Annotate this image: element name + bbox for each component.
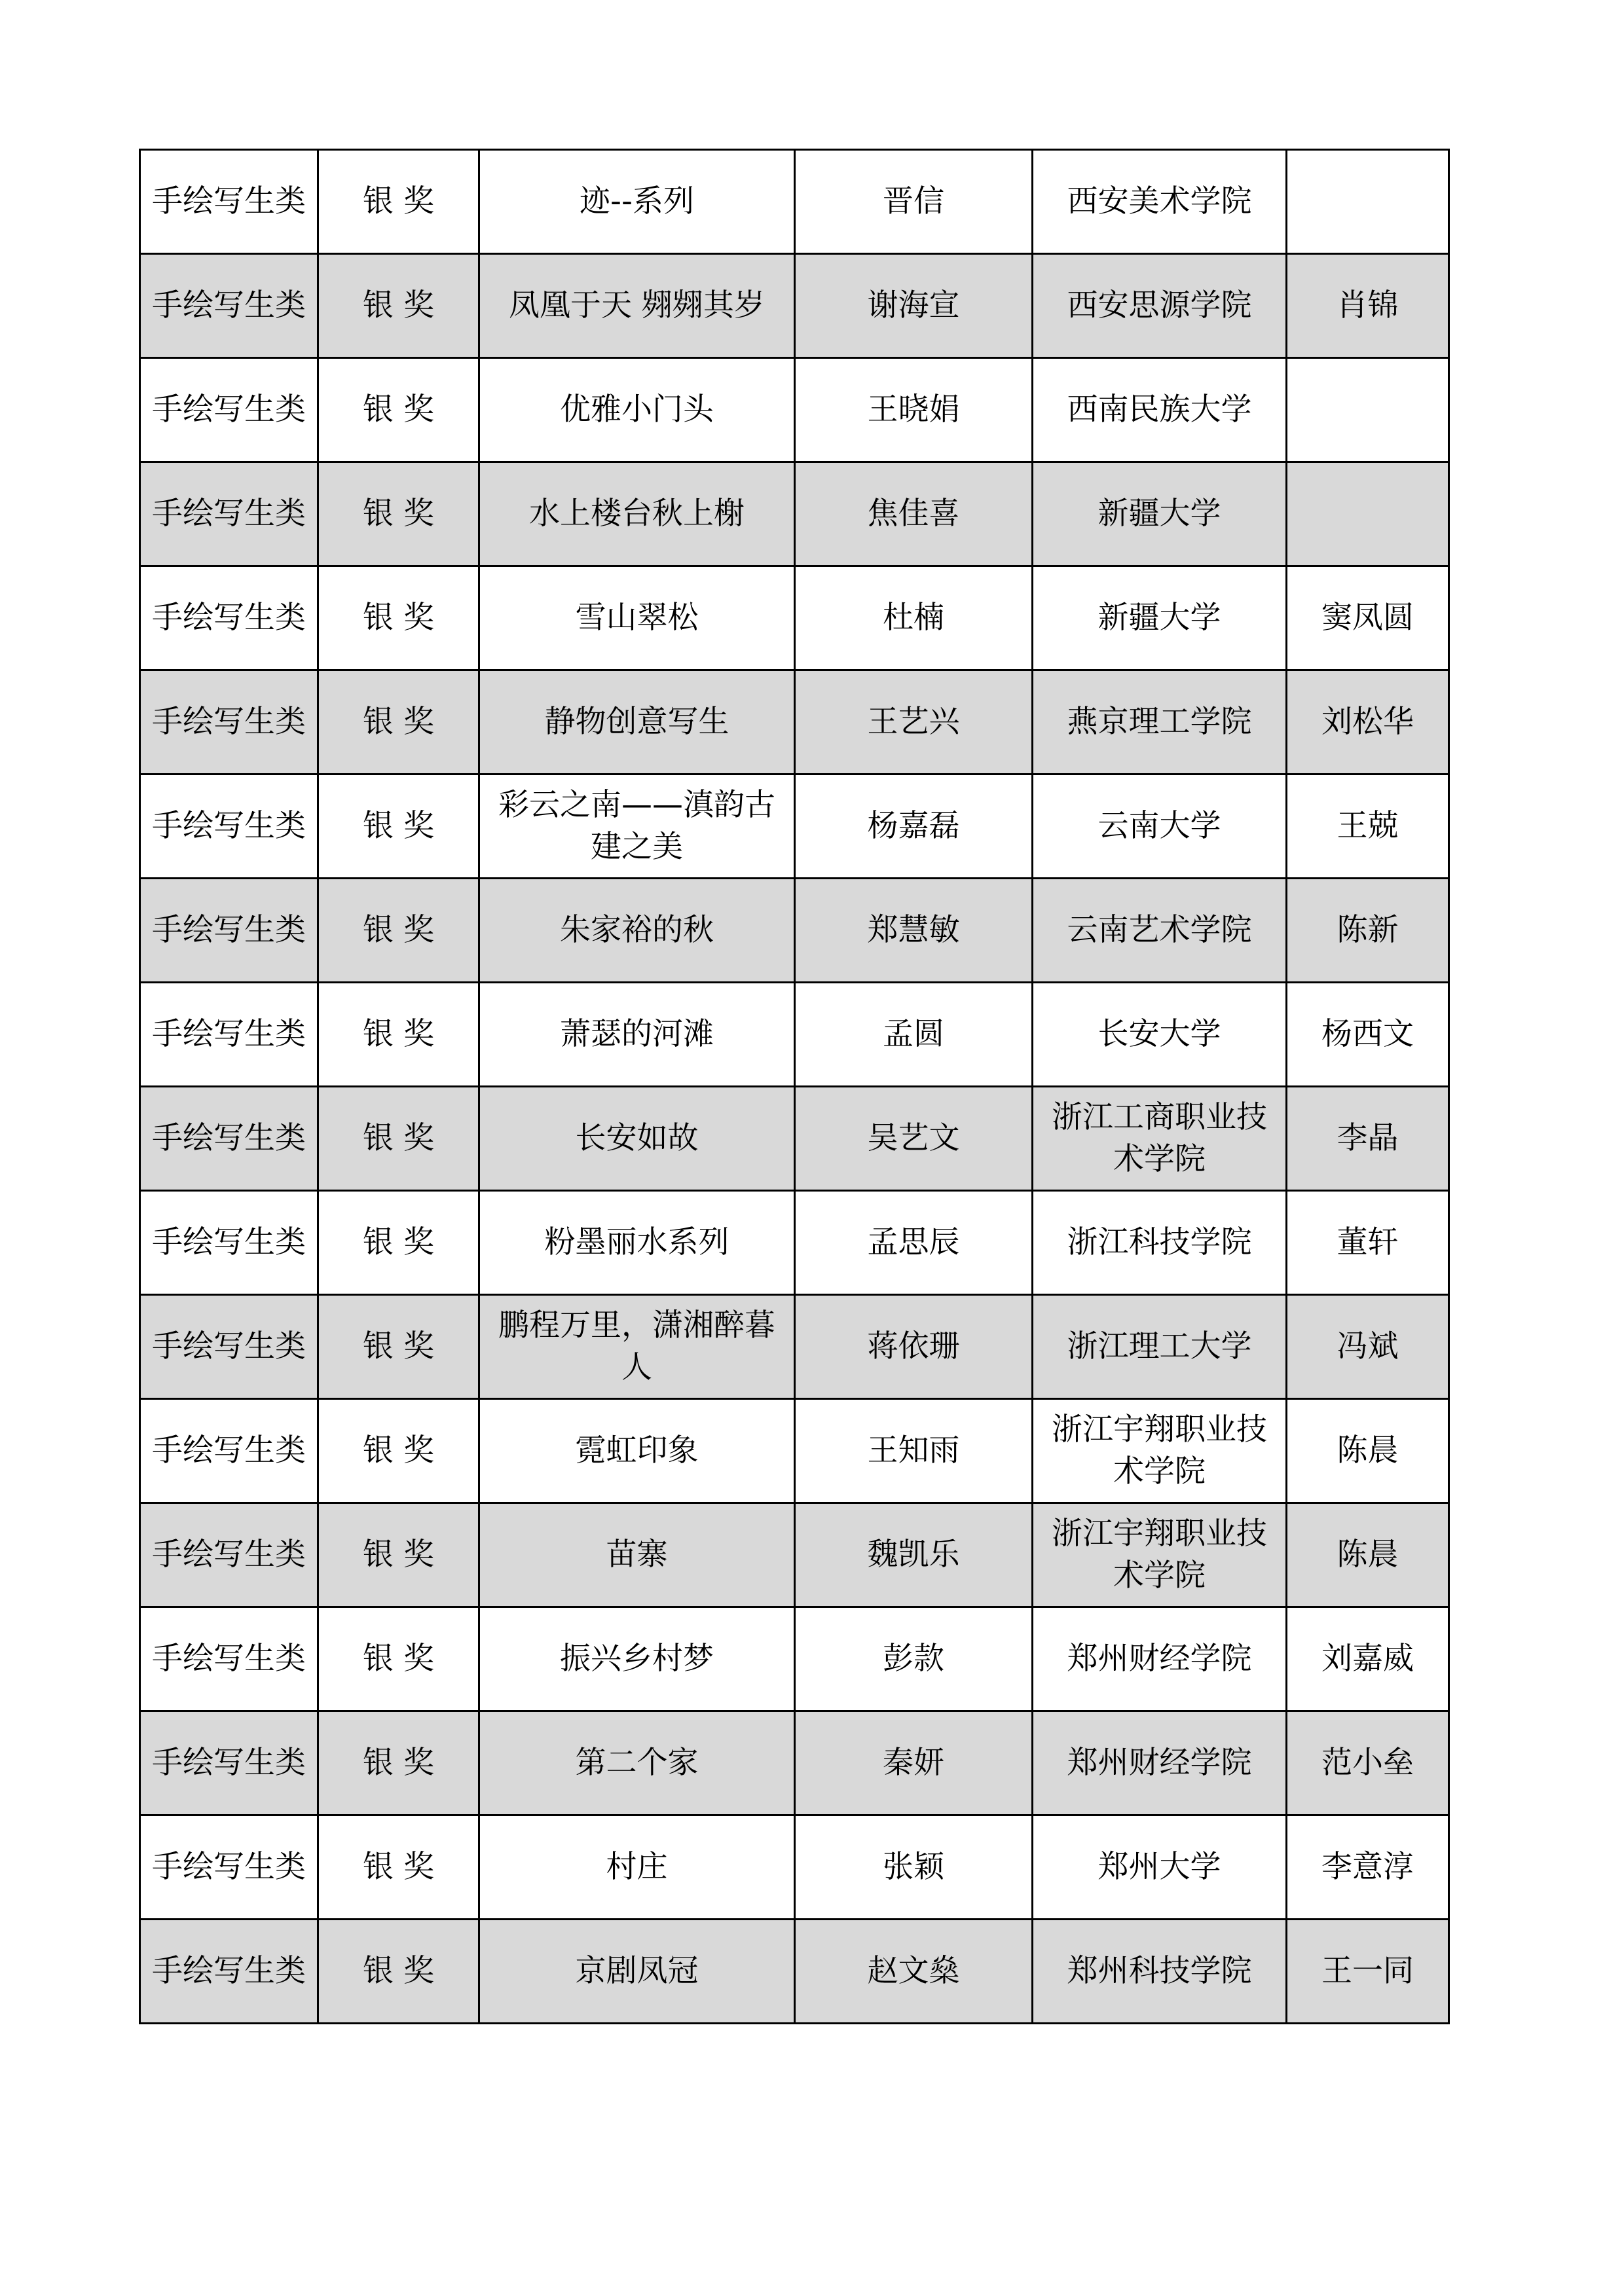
category-cell: 手绘写生类: [140, 566, 318, 670]
category-cell: 手绘写生类: [140, 983, 318, 1087]
school-cell: 浙江理工大学: [1033, 1295, 1287, 1399]
table-row: [140, 1503, 1449, 1607]
table-row: [140, 1087, 1449, 1191]
award-cell: 银 奖: [318, 1607, 479, 1711]
title-cell: 凤凰于天 翙翙其岁: [479, 254, 795, 358]
school-cell: 长安大学: [1033, 983, 1287, 1087]
award-cell: 银 奖: [318, 879, 479, 983]
school-cell: 浙江工商职业技术学院: [1033, 1087, 1287, 1191]
category-cell: 手绘写生类: [140, 254, 318, 358]
teacher-cell: 陈晨: [1287, 1503, 1449, 1607]
teacher-cell: 冯斌: [1287, 1295, 1449, 1399]
title-cell: 彩云之南——滇韵古建之美: [479, 774, 795, 879]
teacher-cell: 李晶: [1287, 1087, 1449, 1191]
award-cell: 银 奖: [318, 254, 479, 358]
teacher-cell: 李意淳: [1287, 1815, 1449, 1920]
award-cell: 银 奖: [318, 983, 479, 1087]
school-cell: 郑州财经学院: [1033, 1607, 1287, 1711]
teacher-cell: 董轩: [1287, 1191, 1449, 1295]
title-cell: 静物创意写生: [479, 670, 795, 774]
teacher-cell: [1287, 150, 1449, 254]
category-cell: 手绘写生类: [140, 462, 318, 566]
teacher-cell: 肖锦: [1287, 254, 1449, 358]
table-row: [140, 774, 1449, 879]
author-cell: 彭款: [795, 1607, 1033, 1711]
award-cell: 银 奖: [318, 670, 479, 774]
title-cell: 迹--系列: [479, 150, 795, 254]
table-row: [140, 358, 1449, 462]
school-cell: 西安美术学院: [1033, 150, 1287, 254]
table-row: [140, 670, 1449, 774]
table-row: [140, 1711, 1449, 1815]
award-cell: 银 奖: [318, 1087, 479, 1191]
category-cell: 手绘写生类: [140, 1607, 318, 1711]
author-cell: 秦妍: [795, 1711, 1033, 1815]
author-cell: 王艺兴: [795, 670, 1033, 774]
title-cell: 水上楼台秋上榭: [479, 462, 795, 566]
table-row: [140, 1295, 1449, 1399]
category-cell: 手绘写生类: [140, 1503, 318, 1607]
author-cell: 杜楠: [795, 566, 1033, 670]
category-cell: 手绘写生类: [140, 670, 318, 774]
teacher-cell: 范小垒: [1287, 1711, 1449, 1815]
table-row: [140, 1191, 1449, 1295]
title-cell: 村庄: [479, 1815, 795, 1920]
school-cell: 郑州科技学院: [1033, 1920, 1287, 2024]
title-cell: 雪山翠松: [479, 566, 795, 670]
title-cell: 粉墨丽水系列: [479, 1191, 795, 1295]
author-cell: 孟圆: [795, 983, 1033, 1087]
teacher-cell: 刘嘉威: [1287, 1607, 1449, 1711]
author-cell: 郑慧敏: [795, 879, 1033, 983]
teacher-cell: 陈新: [1287, 879, 1449, 983]
school-cell: 新疆大学: [1033, 566, 1287, 670]
award-cell: 银 奖: [318, 1399, 479, 1503]
title-cell: 振兴乡村梦: [479, 1607, 795, 1711]
category-cell: 手绘写生类: [140, 1191, 318, 1295]
school-cell: 浙江科技学院: [1033, 1191, 1287, 1295]
title-cell: 长安如故: [479, 1087, 795, 1191]
category-cell: 手绘写生类: [140, 150, 318, 254]
author-cell: 吴艺文: [795, 1087, 1033, 1191]
author-cell: 王知雨: [795, 1399, 1033, 1503]
category-cell: 手绘写生类: [140, 358, 318, 462]
category-cell: 手绘写生类: [140, 1295, 318, 1399]
award-cell: 银 奖: [318, 1920, 479, 2024]
table-row: [140, 254, 1449, 358]
author-cell: 杨嘉磊: [795, 774, 1033, 879]
school-cell: 郑州财经学院: [1033, 1711, 1287, 1815]
title-cell: 萧瑟的河滩: [479, 983, 795, 1087]
table-row: [140, 1920, 1449, 2024]
school-cell: 云南艺术学院: [1033, 879, 1287, 983]
category-cell: 手绘写生类: [140, 1399, 318, 1503]
table-row: [140, 1815, 1449, 1920]
award-cell: 银 奖: [318, 1815, 479, 1920]
table-row: [140, 1607, 1449, 1711]
author-cell: 焦佳喜: [795, 462, 1033, 566]
award-cell: 银 奖: [318, 358, 479, 462]
award-cell: 银 奖: [318, 1503, 479, 1607]
author-cell: 谢海宣: [795, 254, 1033, 358]
title-cell: 鹏程万里，潇湘醉暮人: [479, 1295, 795, 1399]
award-cell: 银 奖: [318, 462, 479, 566]
author-cell: 王晓娟: [795, 358, 1033, 462]
award-table: [139, 149, 1450, 2024]
award-cell: 银 奖: [318, 150, 479, 254]
school-cell: 云南大学: [1033, 774, 1287, 879]
title-cell: 优雅小门头: [479, 358, 795, 462]
table-row: [140, 462, 1449, 566]
table-row: [140, 150, 1449, 254]
teacher-cell: 王兢: [1287, 774, 1449, 879]
category-cell: 手绘写生类: [140, 1920, 318, 2024]
school-cell: 新疆大学: [1033, 462, 1287, 566]
title-cell: 苗寨: [479, 1503, 795, 1607]
table-row: [140, 983, 1449, 1087]
school-cell: 燕京理工学院: [1033, 670, 1287, 774]
award-cell: 银 奖: [318, 1295, 479, 1399]
category-cell: 手绘写生类: [140, 774, 318, 879]
school-cell: 浙江宇翔职业技术学院: [1033, 1399, 1287, 1503]
table-row: [140, 879, 1449, 983]
table-row: [140, 1399, 1449, 1503]
school-cell: 西南民族大学: [1033, 358, 1287, 462]
teacher-cell: 王一同: [1287, 1920, 1449, 2024]
teacher-cell: 陈晨: [1287, 1399, 1449, 1503]
school-cell: 浙江宇翔职业技术学院: [1033, 1503, 1287, 1607]
teacher-cell: [1287, 462, 1449, 566]
category-cell: 手绘写生类: [140, 1711, 318, 1815]
award-cell: 银 奖: [318, 1711, 479, 1815]
category-cell: 手绘写生类: [140, 1087, 318, 1191]
teacher-cell: 窦凤圆: [1287, 566, 1449, 670]
teacher-cell: [1287, 358, 1449, 462]
school-cell: 西安思源学院: [1033, 254, 1287, 358]
category-cell: 手绘写生类: [140, 1815, 318, 1920]
teacher-cell: 刘松华: [1287, 670, 1449, 774]
teacher-cell: 杨西文: [1287, 983, 1449, 1087]
table-row: [140, 566, 1449, 670]
author-cell: 孟思辰: [795, 1191, 1033, 1295]
author-cell: 魏凯乐: [795, 1503, 1033, 1607]
award-cell: 银 奖: [318, 1191, 479, 1295]
title-cell: 霓虹印象: [479, 1399, 795, 1503]
author-cell: 赵文燊: [795, 1920, 1033, 2024]
award-cell: 银 奖: [318, 774, 479, 879]
author-cell: 晋信: [795, 150, 1033, 254]
award-table-body: [140, 150, 1449, 2024]
award-cell: 银 奖: [318, 566, 479, 670]
title-cell: 第二个家: [479, 1711, 795, 1815]
author-cell: 蒋依珊: [795, 1295, 1033, 1399]
author-cell: 张颖: [795, 1815, 1033, 1920]
category-cell: 手绘写生类: [140, 879, 318, 983]
school-cell: 郑州大学: [1033, 1815, 1287, 1920]
title-cell: 京剧凤冠: [479, 1920, 795, 2024]
title-cell: 朱家裕的秋: [479, 879, 795, 983]
